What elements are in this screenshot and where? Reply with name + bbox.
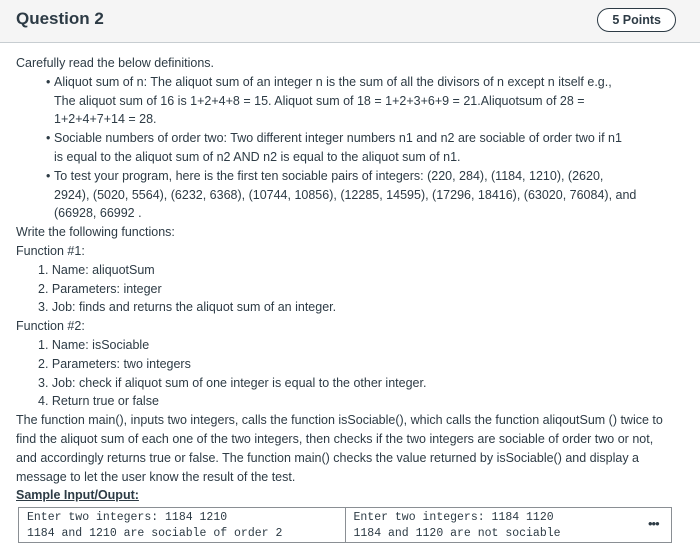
main-description: The function main(), inputs two integers, calls the function isSociable(), which calls the function aliqoutSum () twice to find the aliquot sum of each one of the two integers, then checks if the two integers are sociable of order two or not, and accordingly returns true or false. The function main() checks the value returned by isSociable() and display a message to let the user know the result of the test.: [16, 413, 663, 484]
definition-aliquot: • Aliquot sum of n: The aliquot sum of an integer n is the sum of all the divisors of n except n itself e.g., The aliquot sum of 16 is 1+2+4+8 = 15. Aliquot sum of 18 = 1+2+3+6+9 = 21.Aliquotsum of 28 = 1+2+4+7+14 = 28.: [46, 74, 612, 127]
sample-cell: Enter two integers: 1184 1210 1184 and 1210 are sociable of order 2: [19, 508, 346, 543]
list-item: 3. Job: check if aliquot sum of one integer is equal to the other integer.: [38, 375, 427, 390]
sample-io-table: [18, 507, 672, 543]
sample-heading: Sample Input/Ouput:: [16, 488, 139, 503]
function-2-list: [16, 336, 676, 411]
bullet-icon: •: [46, 74, 51, 89]
list-item: 1. Name: aliquotSum: [38, 262, 155, 277]
definition-test-pairs: • To test your program, here is the first ten sociable pairs of integers: (220, 284), (1184, 1210), (2620, 2924), (5020, 5564), (6232, 6368), (10744, 10856), (12285, 14595), (17296, 18416), (63020, 76084), and (66928, 66992 .: [46, 168, 637, 221]
function-1-heading: Function #1:: [16, 243, 85, 258]
list-item: 2. Parameters: integer: [38, 281, 162, 296]
bullet-icon: •: [46, 131, 51, 146]
list-item: 1. Name: isSociable: [38, 337, 150, 352]
function-2-heading: Function #2:: [16, 319, 85, 334]
function-1-list: [16, 261, 676, 317]
intro-text: Carefully read the below definitions.: [16, 56, 215, 70]
definitions-list: [16, 73, 676, 223]
list-item: 2. Parameters: two integers: [38, 356, 191, 371]
write-heading: Write the following functions:: [16, 225, 175, 240]
points-badge: 5 Points: [597, 8, 676, 32]
question-body: [16, 54, 676, 505]
list-item: 3. Job: finds and returns the aliquot sum of an integer.: [38, 300, 337, 315]
definition-sociable: • Sociable numbers of order two: Two different integer numbers n1 and n2 are sociable of order two if n1 is equal to the aliquot sum of n2 AND n2 is equal to the aliquot sum of n1.: [46, 131, 622, 164]
more-options-icon[interactable]: •••: [648, 516, 659, 531]
list-item: 4. Return true or false: [38, 394, 159, 409]
question-title: Question 2: [16, 9, 104, 28]
question-header: [0, 0, 700, 43]
bullet-icon: •: [46, 168, 51, 183]
sample-cell: Enter two integers: 1184 1120 1184 and 1120 are not sociable: [345, 508, 672, 543]
